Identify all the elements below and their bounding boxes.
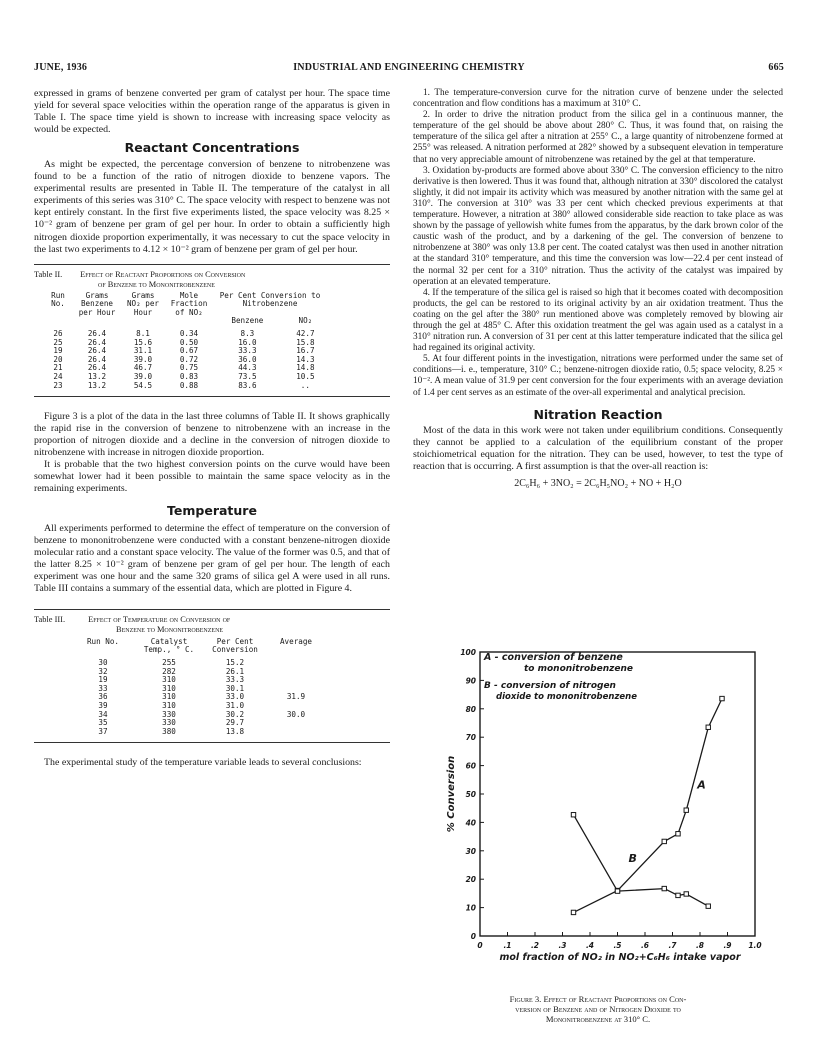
table-2-title: Effect of Reactant Proportions on Conversion — [80, 269, 246, 279]
x-tick-label: .7 — [668, 941, 677, 950]
x-axis-label: mol fraction of NO₂ in NO₂+C₆H₆ intake vapor — [499, 952, 741, 963]
header-journal: INDUSTRIAL AND ENGINEERING CHEMISTRY — [293, 62, 525, 73]
col-subheader: NO₂ — [298, 316, 313, 326]
data-point-b — [684, 892, 688, 896]
chart-points — [571, 696, 724, 914]
y-tick-label: 80 — [465, 704, 476, 714]
figure-3-chart — [446, 646, 770, 964]
section-heading-temperature: Temperature — [167, 503, 257, 519]
data-point-b — [615, 889, 619, 893]
legend-b-line1: B - conversion of nitrogen — [484, 681, 616, 691]
table-subheader-row — [42, 317, 328, 326]
header-date: JUNE, 1936 — [34, 62, 88, 73]
legend-a-line1: A - conversion of benzene — [484, 652, 623, 663]
figure-caption-line: version of Benzene and of Nitrogen Dioxide to — [515, 1004, 681, 1015]
legend-b-line2: dioxide to mononitrobenzene — [496, 692, 637, 702]
data-point-a — [662, 839, 666, 843]
x-tick-label: .5 — [613, 941, 622, 950]
col-header: Grams Benzene per Hour — [78, 290, 116, 317]
table-row: 39 310 31.0 — [98, 700, 245, 710]
col-header: Catalyst Temp., ° C. — [143, 636, 195, 655]
x-tick-label: 0 — [477, 941, 483, 950]
x-tick-label: .1 — [503, 941, 512, 950]
table-3-caption — [34, 615, 390, 625]
paragraph: The experimental study of the temperature variable leads to several conclusions: — [44, 757, 362, 769]
chart-legend — [483, 652, 637, 702]
chart-curves — [574, 699, 723, 913]
table-row: 36 310 33.0 31.9 — [98, 692, 306, 702]
table-header-row — [70, 638, 324, 655]
table-2-title-line2: of Benzene to Mononitrobenzene — [98, 279, 215, 289]
col-subheader: Benzene — [231, 316, 264, 326]
table-2-label: Table II. — [34, 269, 63, 279]
data-point-a — [571, 910, 575, 914]
table-row: 35 330 29.7 — [98, 718, 245, 728]
x-tick-label: 1.0 — [748, 941, 762, 950]
table-row: 19 310 33.3 — [98, 675, 245, 685]
col-header: Per Cent Conversion — [212, 636, 258, 655]
x-tick-label: .4 — [585, 941, 595, 950]
x-tick-label: .6 — [640, 941, 650, 950]
paragraph: Figure 3 is a plot of the data in the last three columns of Table II. It shows graphically the rapid rise in the conversion of benzene to nitrobenzene with an increase in the proportion of nitrogen dioxide and a decline in the conversion of nitrogen dioxide to nitrobenzene with increase in nitrogen dioxide proportion. — [34, 411, 390, 459]
table-row: 30 255 15.2 — [98, 657, 245, 667]
data-point-b — [706, 904, 710, 908]
figure-caption-line: Figure 3. Effect of Reactant Proportions on Con- — [509, 994, 687, 1004]
y-tick-label: 30 — [465, 846, 476, 856]
paragraph: As might be expected, the percentage conversion of benzene to nitrobenzene was found to be a function of the ratio of nitrogen dioxide to benzene vapors. The experimental results are presented in Table II. The temperature of the catalyst in all experiments of this series was 310° C. The space velocity with respect to benzene was not kept entirely constant. In the first five experiments listed, the space velocity was 8.25 × 10⁻² gram of benzene per gram of gel per hour. In order to obtain a sufficiently high nitrogen dioxide proportion experimentally, it was necessary to cut the space velocity in the last two experiments to 4.12 × 10⁻² gram of benzene per gram of gel per hour. — [34, 159, 390, 255]
table-row: 25 26.4 15.6 0.50 16.0 15.8 — [53, 337, 315, 347]
data-point-a — [684, 808, 688, 812]
col-header: Grams NO₂ per Hour — [126, 290, 159, 317]
conclusion-3: 3. Oxidation by-products are formed above about 330° C. The conversion efficiency to the nitro derivative is then lowered. Thus it was found that, although nitration at 330° discolored the catalyst slightly, it did not impair its activity which was measured by another nitration with the same gel at 310°. The conversion at 310° was 33 per cent which checked previous experiments at that temperature. However, a nitration at 380° allowed considerable side reaction to take place as was shown by the passage of yellowish white fumes from the apparatus, by the dark brown color of the caustic wash of the product, and by a darkening of the gel. The conversion of benzene to nitrobenzene at 380° was only 13.8 per cent. The coated catalyst was then used in another nitration at the standard 310° temperature, and this time the conversion was low—22.4 per cent instead of the normal 32 per cent for a 310° nitration. Thus the activity of the catalyst was impaired by operation at an elevated temperature. — [413, 165, 783, 287]
y-tick-label: 0 — [470, 932, 476, 941]
table-row: 21 26.4 46.7 0.75 44.3 14.8 — [53, 363, 315, 373]
data-point-a — [676, 832, 680, 836]
table-row: 34 330 30.2 30.0 — [98, 709, 306, 719]
col-header-group: Per Cent Conversion to Nitrobenzene — [219, 290, 321, 309]
table-2-grid — [42, 292, 328, 391]
y-tick-label: 20 — [465, 875, 476, 885]
curve-b-label: B — [628, 852, 637, 866]
table-row: 37 380 13.8 — [98, 726, 245, 736]
y-tick-label: 40 — [465, 818, 476, 828]
curve-a-label: A — [697, 778, 706, 792]
table-header-row — [42, 292, 328, 318]
reaction-equation: 2C₆H₆ + 3NO₂ = 2C₆H₅NO₂ + NO + H₂O — [514, 477, 682, 489]
y-tick-label: 100 — [460, 648, 476, 657]
section-heading-nitration: Nitration Reaction — [533, 406, 663, 422]
data-point-a — [720, 696, 724, 700]
paragraph: Most of the data in this work were not taken under equilibrium conditions. Consequently they cannot be applied to a calculation of the equilibrium constant of the proper stoichiometrical equation for the nitration. They can be used, however, to test the type of reaction that is occurring. A first assumption is that the over-all reaction is: — [413, 424, 783, 472]
table-row: 32 282 26.1 — [98, 666, 245, 676]
conclusion-5: 5. At four different points in the investigation, nitrations were performed under the same set of conditions—i. e., temperature, 310° C.; benzene-nitrogen dioxide ratio, 0.5; space velocity, 8.25 × 10⁻². A mean value of 31.9 per cent conversion for the four experiments with an average deviation of 1.4 per cent serves as an estimate of the over-all experimental and analytical precision. — [413, 354, 783, 398]
y-tick-label: 50 — [465, 790, 476, 799]
table-3 — [34, 609, 390, 744]
x-tick-label: .2 — [530, 941, 540, 950]
table-2-caption — [34, 270, 390, 280]
table-row: 19 26.4 31.1 0.67 33.3 16.7 — [53, 346, 315, 356]
x-tick-label: .9 — [723, 941, 732, 950]
table-row: 33 310 30.1 — [98, 683, 245, 693]
y-tick-label: 70 — [465, 733, 476, 743]
conclusion-1: 1. The temperature-conversion curve for the nitration curve of benzene under the selected concentration and flow conditions has a maximum at 310° C. — [413, 88, 783, 110]
col-header: Mole Fraction of NO₂ — [170, 290, 208, 317]
x-tick-label: .8 — [695, 941, 705, 950]
table-3-label: Table III. — [34, 614, 66, 624]
table-row: 24 13.2 39.0 0.83 73.5 10.5 — [53, 371, 315, 381]
table-3-title-line2: Benzene to Mononitrobenzene — [116, 624, 224, 634]
conclusion-2: 2. In order to drive the nitration product from the silica gel in a continuous manner, the temperature of the gel should be above about 280° C. Thus, it was found that, on raising the temperature of the silica gel after a nitration at 255° C., a large quantity of nitrobenzene formed at 255° was released. A nitration performed at 282° showed by a subsequent elevation in temperature that no very appreciable amount of nitrobenzene was retained by the gel at that temperature. — [413, 110, 783, 165]
data-point-a — [706, 725, 710, 729]
figure-caption-line: Mononitrobenzene at 310° C. — [545, 1014, 651, 1025]
col-header: Average — [279, 636, 312, 646]
paragraph: It is probable that the two highest conversion points on the curve would have been somewhat lower had it been possible to maintain the same space velocity as in the remaining experiments. — [34, 459, 390, 495]
data-point-b — [662, 886, 666, 890]
paragraph: All experiments performed to determine the effect of temperature on the conversion of benzene to mononitrobenzene were conducted with a constant benzene-nitrogen dioxide molecular ratio and a constant space velocity. The value of the former was 0.5, and that of the latter 8.25 × 10⁻² gram of benzene per gram of gel per hour. The length of each experiment was one hour and the same 320 grams of silica gel A were used in all runs. Table III contains a summary of the essential data, which are plotted in Figure 4. — [34, 522, 390, 594]
running-header — [34, 62, 784, 76]
y-axis-label: % Conversion — [446, 755, 457, 833]
section-heading-reactant: Reactant Concentrations — [124, 140, 300, 156]
data-point-b — [676, 893, 680, 897]
col-header: Run No. — [51, 290, 65, 309]
table-row: 23 13.2 54.5 0.88 83.6 .. — [53, 380, 310, 390]
figure-3-caption — [413, 994, 783, 1025]
table-3-grid — [70, 638, 324, 737]
legend-a-line2: to mononitrobenzene — [524, 664, 633, 674]
page-number: 665 — [768, 62, 784, 73]
series-line-a — [574, 699, 723, 913]
table-row: 26 26.4 8.1 0.34 8.3 42.7 — [53, 328, 315, 338]
col-header — [212, 292, 328, 318]
table-3-title: Effect of Temperature on Conversion of — [88, 614, 231, 624]
table-2 — [34, 264, 390, 398]
x-tick-label: .3 — [558, 941, 567, 950]
col-header: Run No. — [86, 636, 119, 646]
data-point-b — [571, 813, 575, 817]
left-column — [34, 88, 390, 769]
y-tick-label: 90 — [465, 676, 476, 686]
right-column — [413, 88, 783, 493]
y-tick-label: 60 — [465, 761, 476, 771]
table-row: 20 26.4 39.0 0.72 36.0 14.3 — [53, 354, 315, 364]
y-tick-label: 10 — [465, 903, 476, 913]
conclusion-4: 4. If the temperature of the silica gel is raised so high that it becomes coated with decomposition products, the gel can be restored to its original activity by an air oxidation treatment. Thus the coating on the gel after the 380° run mentioned above was completely removed by blowing air through the gel at 485° C. After this oxidation treatment the gel was again used as a catalyst in a 310° nitration run. A conversion of 31 per cent at this latter temperature indicated that the silica gel had regained its original activity. — [413, 287, 783, 354]
paragraph: expressed in grams of benzene converted per gram of catalyst per hour. The space time yield for several space velocities within the operation range of the apparatus is given in Table I. The space time yield is shown to increase with increasing space velocity as would be expected. — [34, 88, 390, 136]
